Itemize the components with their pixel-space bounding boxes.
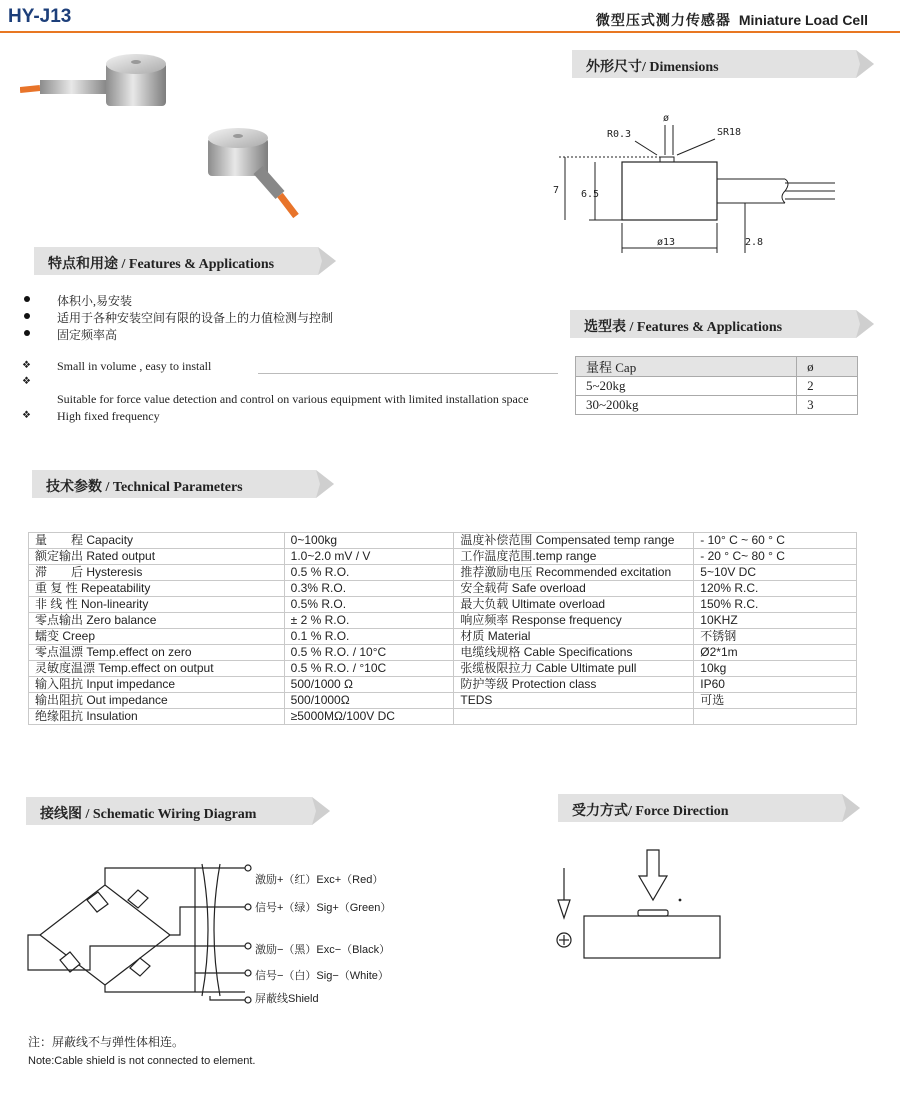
diamond-bullet-icon: ❖ [22,410,31,421]
param-cell [694,709,857,725]
param-cell: Ø2*1m [694,645,857,661]
cell: 30~200kg [576,396,797,415]
technical-banner [32,470,334,498]
features-heading: 特点和用途 / Features & Applications [48,257,275,272]
param-cell: 0.5% R.O. [284,597,454,613]
param-cell: 额定输出 Rated output [29,549,285,565]
selection-header-phi: ø [797,357,858,377]
param-cell: 材质 Material [454,629,694,645]
param-cell: 零点温漂 Temp.effect on zero [29,645,285,661]
table-row [576,377,858,396]
feature-cn-3: 固定频率高 [57,328,118,342]
param-cell: 0.5 % R.O. / °10C [284,661,454,677]
table-row [29,677,857,693]
table-row [29,533,857,549]
param-cell: 电缆线规格 Cable Specifications [454,645,694,661]
title-en: Miniature Load Cell [738,12,868,28]
param-cell: 绝缘阻抗 Insulation [29,709,285,725]
param-cell: 10kg [694,661,857,677]
dim-cable: 2.8 [745,237,764,248]
param-cell: ≥5000MΩ/100V DC [284,709,454,725]
selection-header-cap: 量程 Cap [576,357,797,377]
param-cell: 5~10V DC [694,565,857,581]
param-cell: 1.0~2.0 mV / V [284,549,454,565]
param-cell: 10KHZ [694,613,857,629]
dim-phi-top: ø [663,113,670,124]
technical-heading: 技术参数 / Technical Parameters [46,480,243,495]
param-cell: 输入阻抗 Input impedance [29,677,285,693]
diamond-bullet-icon: ❖ [22,376,31,387]
table-row [29,613,857,629]
param-cell: 张缆极限拉力 Cable Ultimate pull [454,661,694,677]
param-cell: 非 线 性 Non-linearity [29,597,285,613]
param-cell: 0~100kg [284,533,454,549]
param-cell: 滞 后 Hysteresis [29,565,285,581]
param-cell: 0.5 % R.O. / 10°C [284,645,454,661]
diamond-bullet-icon: ❖ [22,360,31,371]
header-divider [0,31,900,33]
feature-en-1: Small in volume , easy to install [57,359,212,373]
param-cell: 不锈钢 [694,629,857,645]
table-row [29,565,857,581]
note-en: Note:Cable shield is not connected to element. [28,1055,256,1067]
force-heading: 受力方式/ Force Direction [572,804,729,819]
table-row [29,645,857,661]
table-row [29,581,857,597]
param-cell: 零点输出 Zero balance [29,613,285,629]
param-cell: 150% R.C. [694,597,857,613]
product-photo [20,40,350,230]
wiring-banner [26,797,330,825]
param-cell: 120% R.C. [694,581,857,597]
cell: 2 [797,377,858,396]
dimensions-banner [572,50,874,78]
param-cell: 500/1000 Ω [284,677,454,693]
wire-exc-plus: 激励+（红）Exc+（Red） [255,874,384,886]
dim-d: ø13 [657,237,676,248]
selection-banner [570,310,874,338]
selection-heading: 选型表 / Features & Applications [584,320,783,335]
param-cell: 最大负载 Ultimate overload [454,597,694,613]
param-cell: 量 程 Capacity [29,533,285,549]
wire-sig-minus: 信号−（白）Sig−（White） [255,970,389,982]
param-cell: 可选 [694,693,857,709]
param-cell: 500/1000Ω [284,693,454,709]
dim-h2: 6.5 [581,189,600,200]
param-cell: 工作温度范围.temp range [454,549,694,565]
table-row [29,661,857,677]
feature-cn-1: 体积小,易安装 [57,294,133,308]
param-cell: 推荐激励电压 Recommended excitation [454,565,694,581]
table-row [29,549,857,565]
wire-shield: 屏蔽线Shield [255,993,319,1005]
cell: 3 [797,396,858,415]
table-row [29,693,857,709]
table-row [576,396,858,415]
param-cell: 重 复 性 Repeatability [29,581,285,597]
param-cell: 0.5 % R.O. [284,565,454,581]
selection-table [575,356,858,415]
wire-sig-plus: 信号+（绿）Sig+（Green） [255,902,392,914]
model-number: HY-J13 [8,6,72,27]
param-cell: - 10° C ~ 60 ° C [694,533,857,549]
features-banner [34,247,336,275]
dim-sr: SR18 [717,127,742,138]
param-cell: 防护等级 Protection class [454,677,694,693]
param-cell: IP60 [694,677,857,693]
param-cell: 0.1 % R.O. [284,629,454,645]
note-cn: 注：屏蔽线不与弹性体相连。 [28,1035,185,1049]
param-cell: 输出阻抗 Out impedance [29,693,285,709]
feature-cn-2: 适用于各种安装空间有限的设备上的力值检测与控制 [57,311,334,325]
param-cell: 蠕变 Creep [29,629,285,645]
feature-en-2: Suitable for force value detection and control on various equipment with limited installation space [57,392,529,406]
param-cell: 灵敏度温漂 Temp.effect on output [29,661,285,677]
param-cell: TEDS [454,693,694,709]
param-cell: ± 2 % R.O. [284,613,454,629]
technical-parameters-table [28,532,857,725]
bullet-dot [24,313,30,319]
wiring-heading: 接线图 / Schematic Wiring Diagram [40,807,257,822]
bullet-dot [24,330,30,336]
force-direction-drawing [550,848,730,960]
param-cell: 安全载荷 Safe overload [454,581,694,597]
document-title [596,10,868,30]
param-cell: 温度补偿范围 Compensated temp range [454,533,694,549]
table-row [29,597,857,613]
feature-en-3: High fixed frequency [57,409,160,423]
cell: 5~20kg [576,377,797,396]
bullet-dot [24,296,30,302]
dimensions-heading: 外形尺寸/ Dimensions [586,60,719,75]
dim-r: R0.3 [607,129,632,140]
table-row [29,709,857,725]
force-banner [558,794,860,822]
dimensions-drawing [545,105,855,265]
table-row [29,629,857,645]
dim-h1: 7 [553,185,560,196]
param-cell: - 20 ° C~ 80 ° C [694,549,857,565]
underline [258,373,558,374]
title-cn: 微型压式测力传感器 [595,13,731,29]
param-cell: 响应频率 Response frequency [454,613,694,629]
wire-exc-minus: 激励−（黑）Exc−（Black） [255,944,391,956]
param-cell: 0.3% R.O. [284,581,454,597]
param-cell [454,709,694,725]
